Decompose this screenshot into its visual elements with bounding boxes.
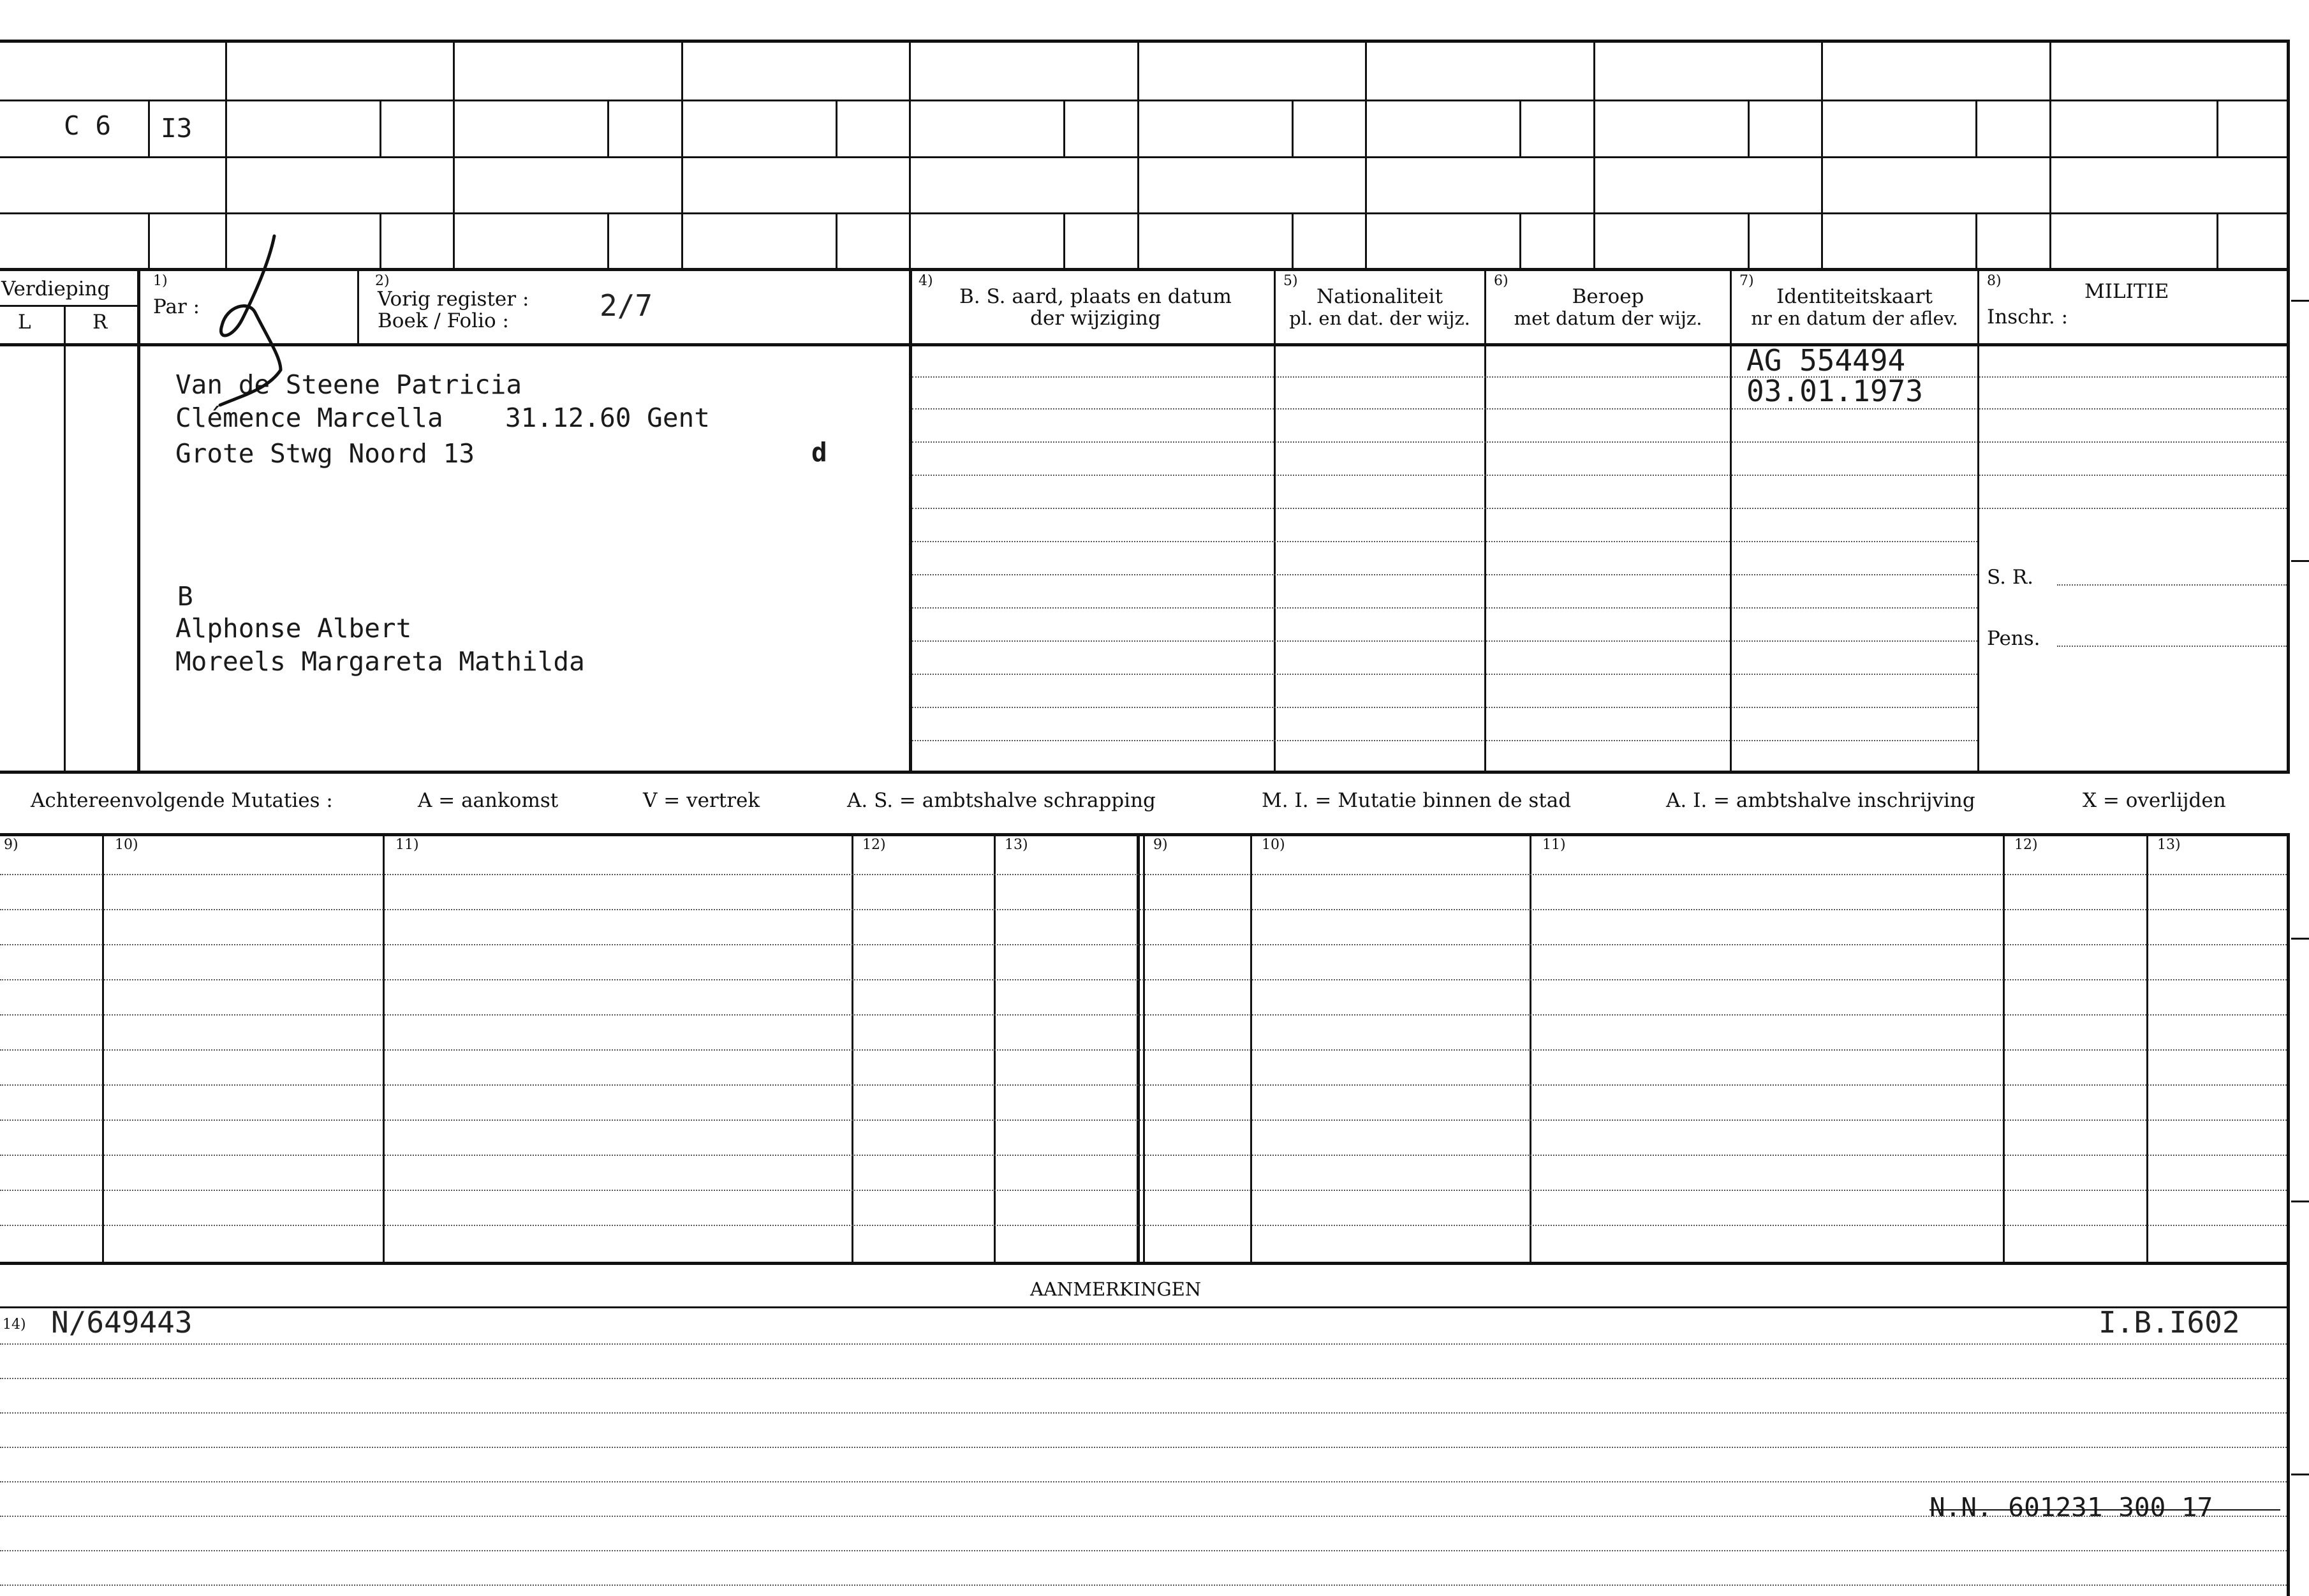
grid-sub-col <box>1063 100 1065 157</box>
grid-line <box>0 100 2290 101</box>
grid-col <box>1821 40 1823 269</box>
grid-sub-col <box>1748 212 1750 270</box>
beroep-label: Beroep <box>1572 285 1644 308</box>
grid-sub-col <box>1975 212 1977 270</box>
col-divider <box>1730 268 1732 772</box>
dotted-row <box>912 441 2287 443</box>
dotted-row <box>912 408 2287 410</box>
grid-sub-col <box>1292 100 1294 157</box>
person-marker: d <box>811 437 827 468</box>
mutation-col <box>383 833 385 1262</box>
dotted-row <box>912 574 1977 575</box>
col6-number: 6) <box>1494 273 1509 289</box>
grid-sub-col <box>1975 100 1977 157</box>
mutation-col-12-right: 12) <box>2014 837 2038 853</box>
verdieping-r-label: R <box>92 311 108 334</box>
mutation-col-13-right: 13) <box>2157 837 2181 853</box>
mutation-dotted-row <box>0 944 2287 945</box>
person-b-label: B <box>177 581 193 612</box>
verdieping-l-label: L <box>18 311 31 334</box>
grid-sub-col <box>2217 212 2218 270</box>
col-divider <box>357 268 359 344</box>
right-border <box>2287 268 2290 772</box>
col1-number: 1) <box>153 273 168 289</box>
legend-ambtshalve-inschrijving: A. I. = ambtshalve inschrijving <box>1666 789 1975 812</box>
verdieping-divider <box>64 306 66 772</box>
pen-stroke-mark <box>172 230 313 421</box>
national-number: N.N. 601231 300 17 <box>1929 1492 2213 1523</box>
grid-col <box>909 40 911 269</box>
grid-sub-col <box>380 212 381 270</box>
top-border-line <box>0 40 2290 43</box>
aanmerkingen-number: 14) <box>3 1317 26 1333</box>
dotted-row <box>912 707 1977 708</box>
identity-card-date: 03.01.1973 <box>1746 374 1923 408</box>
right-border <box>2287 40 2290 272</box>
margin-tick <box>2291 560 2309 562</box>
col-divider <box>137 268 140 772</box>
dotted-row <box>912 640 1977 642</box>
mutation-col-9-right: 9) <box>1153 837 1168 853</box>
grid-sub-col <box>380 100 381 157</box>
aanmerkingen-line <box>0 1306 2287 1308</box>
dotted-row <box>912 607 1977 609</box>
grid-col <box>2049 40 2051 269</box>
grid-col <box>1137 40 1139 269</box>
dotted-row <box>912 740 1977 741</box>
mutation-col-12-left: 12) <box>862 837 886 853</box>
militie-title: MILITIE <box>2084 280 2169 303</box>
margin-tick <box>2291 1474 2309 1475</box>
aanmerkingen-dotted-row <box>0 1412 2287 1414</box>
mutation-mid-divider <box>1137 833 1140 1262</box>
mutation-dotted-row <box>0 874 2287 875</box>
grid-col <box>1593 40 1595 269</box>
verdieping-label: Verdieping <box>1 277 110 300</box>
aanmerkingen-dotted-row <box>0 1550 2287 1551</box>
aanmerkingen-title: AANMERKINGEN <box>1030 1278 1202 1300</box>
national-number-strike <box>1929 1509 2280 1511</box>
mutation-table-bottom <box>0 1262 2290 1265</box>
vorig-register-label: Vorig register : <box>378 288 529 311</box>
col-divider <box>1977 268 1979 772</box>
aanmerkingen-n-number: N/649443 <box>51 1305 193 1340</box>
aanmerkingen-dotted-row <box>0 1516 2287 1517</box>
identity-card-number: AG 554494 <box>1746 343 1906 378</box>
grid-sub-col <box>836 100 837 157</box>
mutation-col-11-right: 11) <box>1542 837 1566 853</box>
col5-number: 5) <box>1283 273 1298 289</box>
aanmerkingen-dotted-row <box>0 1343 2287 1345</box>
grid-sub-col <box>607 212 609 270</box>
aanmerkingen-dotted-row <box>0 1378 2287 1379</box>
mutation-col <box>1250 833 1252 1262</box>
verdieping-sub-line <box>0 305 137 307</box>
grid-sub-col <box>2217 100 2218 157</box>
par-label: Par : <box>153 295 200 318</box>
right-border <box>2287 833 2290 1596</box>
grid-col <box>453 40 455 269</box>
grid-sub-col <box>1748 100 1750 157</box>
nationaliteit-sub-label: pl. en dat. der wijz. <box>1289 307 1470 329</box>
grid-sub-col <box>607 100 609 157</box>
grid-line <box>0 212 2290 214</box>
grid-sub-col <box>1519 212 1521 270</box>
mutation-dotted-row <box>0 1119 2287 1121</box>
grid-sub-col <box>148 212 150 270</box>
legend-mutatie-binnen-stad: M. I. = Mutatie binnen de stad <box>1262 789 1572 812</box>
mutation-table-top <box>0 833 2290 836</box>
der-wijziging-label: der wijziging <box>1030 307 1161 330</box>
dotted-row <box>912 508 2287 509</box>
legend-ambtshalve-schrapping: A. S. = ambtshalve schrapping <box>847 789 1156 812</box>
mutation-mid-divider <box>1143 833 1145 1262</box>
pens-label: Pens. <box>1987 627 2040 650</box>
identiteitskaart-sub-label: nr en datum der aflev. <box>1751 307 1958 329</box>
header-bottom-line <box>0 343 2290 346</box>
mutation-col-10-right: 10) <box>1262 837 1285 853</box>
dotted-row <box>912 674 1977 675</box>
boek-folio-label: Boek / Folio : <box>378 309 509 332</box>
mutation-col-11-left: 11) <box>395 837 419 853</box>
mutation-col <box>852 833 853 1262</box>
mutation-dotted-row <box>0 1014 2287 1016</box>
col-divider <box>1484 268 1486 772</box>
grid-line <box>0 268 2290 271</box>
mutation-dotted-row <box>0 909 2287 910</box>
grid-line <box>0 156 2290 158</box>
mutation-col <box>102 833 104 1262</box>
mutation-col-10-left: 10) <box>115 837 138 853</box>
mutation-col <box>1530 833 1531 1262</box>
margin-tick <box>2291 938 2309 940</box>
dotted-row <box>912 376 2287 378</box>
grid-sub-col <box>1292 212 1294 270</box>
top-grid-cell-2: I3 <box>161 113 193 144</box>
grid-col <box>681 40 683 269</box>
identiteitskaart-label: Identiteitskaart <box>1776 285 1933 308</box>
top-grid-cell-1: C 6 <box>64 110 112 141</box>
mutation-dotted-row <box>0 1084 2287 1086</box>
mutation-dotted-row <box>0 979 2287 980</box>
mutation-col <box>2146 833 2148 1262</box>
father-name: Alphonse Albert <box>175 613 412 644</box>
grid-sub-col <box>1519 100 1521 157</box>
grid-sub-col <box>836 212 837 270</box>
margin-tick <box>2291 1201 2309 1202</box>
col7-number: 7) <box>1739 273 1754 289</box>
sr-dotted-line <box>2057 584 2287 586</box>
col8-number: 8) <box>1987 273 2002 289</box>
col4-number: 4) <box>918 273 933 289</box>
body-bottom-line <box>0 771 2290 774</box>
beroep-sub-label: met datum der wijz. <box>1514 307 1702 329</box>
legend-vertrek: V = vertrek <box>643 789 760 812</box>
mutation-dotted-row <box>0 1190 2287 1191</box>
mutation-dotted-row <box>0 1225 2287 1226</box>
mutaties-legend-title: Achtereenvolgende Mutaties : <box>31 789 333 812</box>
grid-sub-col <box>1063 212 1065 270</box>
aanmerkingen-dotted-row <box>0 1447 2287 1448</box>
col-divider <box>909 268 912 772</box>
person-name-line: Van de Steene Patricia <box>175 369 522 400</box>
mutation-col-9-left: 9) <box>4 837 18 853</box>
mutation-dotted-row <box>0 1049 2287 1051</box>
margin-tick <box>2291 300 2309 302</box>
pens-dotted-line <box>2057 646 2287 647</box>
grid-sub-col <box>148 100 150 157</box>
dotted-row <box>912 475 2287 476</box>
legend-overlijden: X = overlijden <box>2083 789 2226 812</box>
mutation-dotted-row <box>0 1155 2287 1156</box>
boek-folio-value: 2/7 <box>600 288 653 323</box>
col-divider <box>1274 268 1276 772</box>
col2-number: 2) <box>375 273 390 289</box>
nationaliteit-label: Nationaliteit <box>1316 285 1443 308</box>
sr-label: S. R. <box>1987 566 2034 589</box>
person-given-names: Clémence Marcella <box>175 403 443 433</box>
aanmerkingen-ib-number: I.B.I602 <box>2099 1305 2240 1340</box>
aanmerkingen-dotted-row <box>0 1585 2287 1586</box>
grid-col <box>1365 40 1367 269</box>
dotted-row <box>912 541 1977 542</box>
legend-aankomst: A = aankomst <box>418 789 559 812</box>
mutation-col <box>994 833 996 1262</box>
mutation-col-13-left: 13) <box>1005 837 1028 853</box>
bs-aard-label: B. S. aard, plaats en datum <box>959 285 1232 308</box>
person-birth-date-place: 31.12.60 Gent <box>505 403 710 433</box>
aanmerkingen-dotted-row <box>0 1481 2287 1482</box>
inschr-label: Inschr. : <box>1987 306 2069 329</box>
mutation-col <box>2003 833 2005 1262</box>
person-address: Grote Stwg Noord 13 <box>175 438 475 469</box>
mother-name: Moreels Margareta Mathilda <box>175 646 585 677</box>
